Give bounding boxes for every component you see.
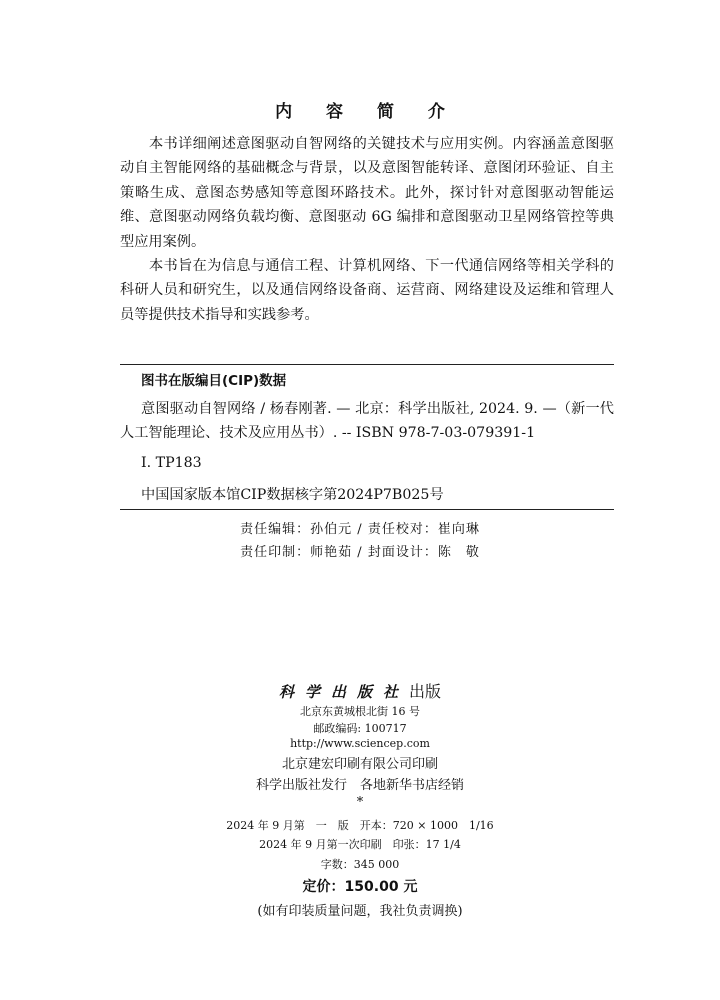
- cip-number: 中国国家版本馆CIP数据核字第2024P7B025号: [141, 487, 444, 503]
- cip-record: [120, 397, 614, 446]
- publisher-line: [0, 679, 720, 702]
- cip-classification: Ⅰ. TP183: [141, 455, 202, 471]
- publisher-address: 北京东黄城根北街 16 号: [300, 705, 420, 718]
- printer-line: 北京建宏印刷有限公司印刷: [281, 757, 438, 772]
- divider: [120, 364, 614, 365]
- publisher-suffix: 出版: [409, 682, 442, 701]
- publisher-postcode: 邮政编码: 100717: [313, 722, 407, 735]
- word-count: 字数：345 000: [320, 858, 400, 871]
- separator-star: *: [356, 795, 364, 810]
- printing-line: 2024 年 9 月第一次印刷 印张：17 1/4: [259, 838, 461, 851]
- divider: [120, 509, 614, 510]
- price: 定价：150.00 元: [302, 879, 418, 895]
- distribution-line: 科学出版社发行 各地新华书店经销: [255, 778, 464, 793]
- edition-line: 2024 年 9 月第 一 版 开本：720 × 1000 1/16: [226, 819, 494, 832]
- page-title: 内 容 简 介: [275, 102, 459, 122]
- staff-line-editors: 责任编辑：孙伯元 / 责任校对：崔向琳: [240, 522, 480, 537]
- cip-record-text: 意图驱动自智网络 / 杨春刚著. — 北京：科学出版社, 2024. 9. —（新一代人工智能理论、技术及应用丛书）. -- ISBN 978-7-03-079391-1: [120, 401, 614, 442]
- quality-note: (如有印装质量问题，我社负责调换): [257, 904, 463, 919]
- publisher-url: http://www.sciencep.com: [290, 737, 430, 750]
- summary-paragraph: 本书详细阐述意图驱动自智网络的关键技术与应用实例。内容涵盖意图驱动自主智能网络的基础概念与背景，以及意图智能转译、意图闭环验证、自主策略生成、意图态势感知等意图环路技术。此外，探讨针对意图驱动智能运维、意图驱动网络负载均衡、意图驱动 6G 编排和意图驱动卫星网络管控等典型应用案例。: [120, 136, 614, 250]
- staff-line-production: 责任印制：师艳茹 / 封面设计：陈 敬: [240, 545, 480, 560]
- cip-title: 图书在版编目(CIP)数据: [141, 373, 287, 389]
- summary-paragraph: 本书旨在为信息与通信工程、计算机网络、下一代通信网络等相关学科的科研人员和研究生，以及通信网络设备商、运营商、网络建设及运维和管理人员等提供技术指导和实践参考。: [120, 258, 614, 323]
- publisher-logo: 科学出版社: [278, 683, 409, 701]
- summary-text: [120, 132, 614, 327]
